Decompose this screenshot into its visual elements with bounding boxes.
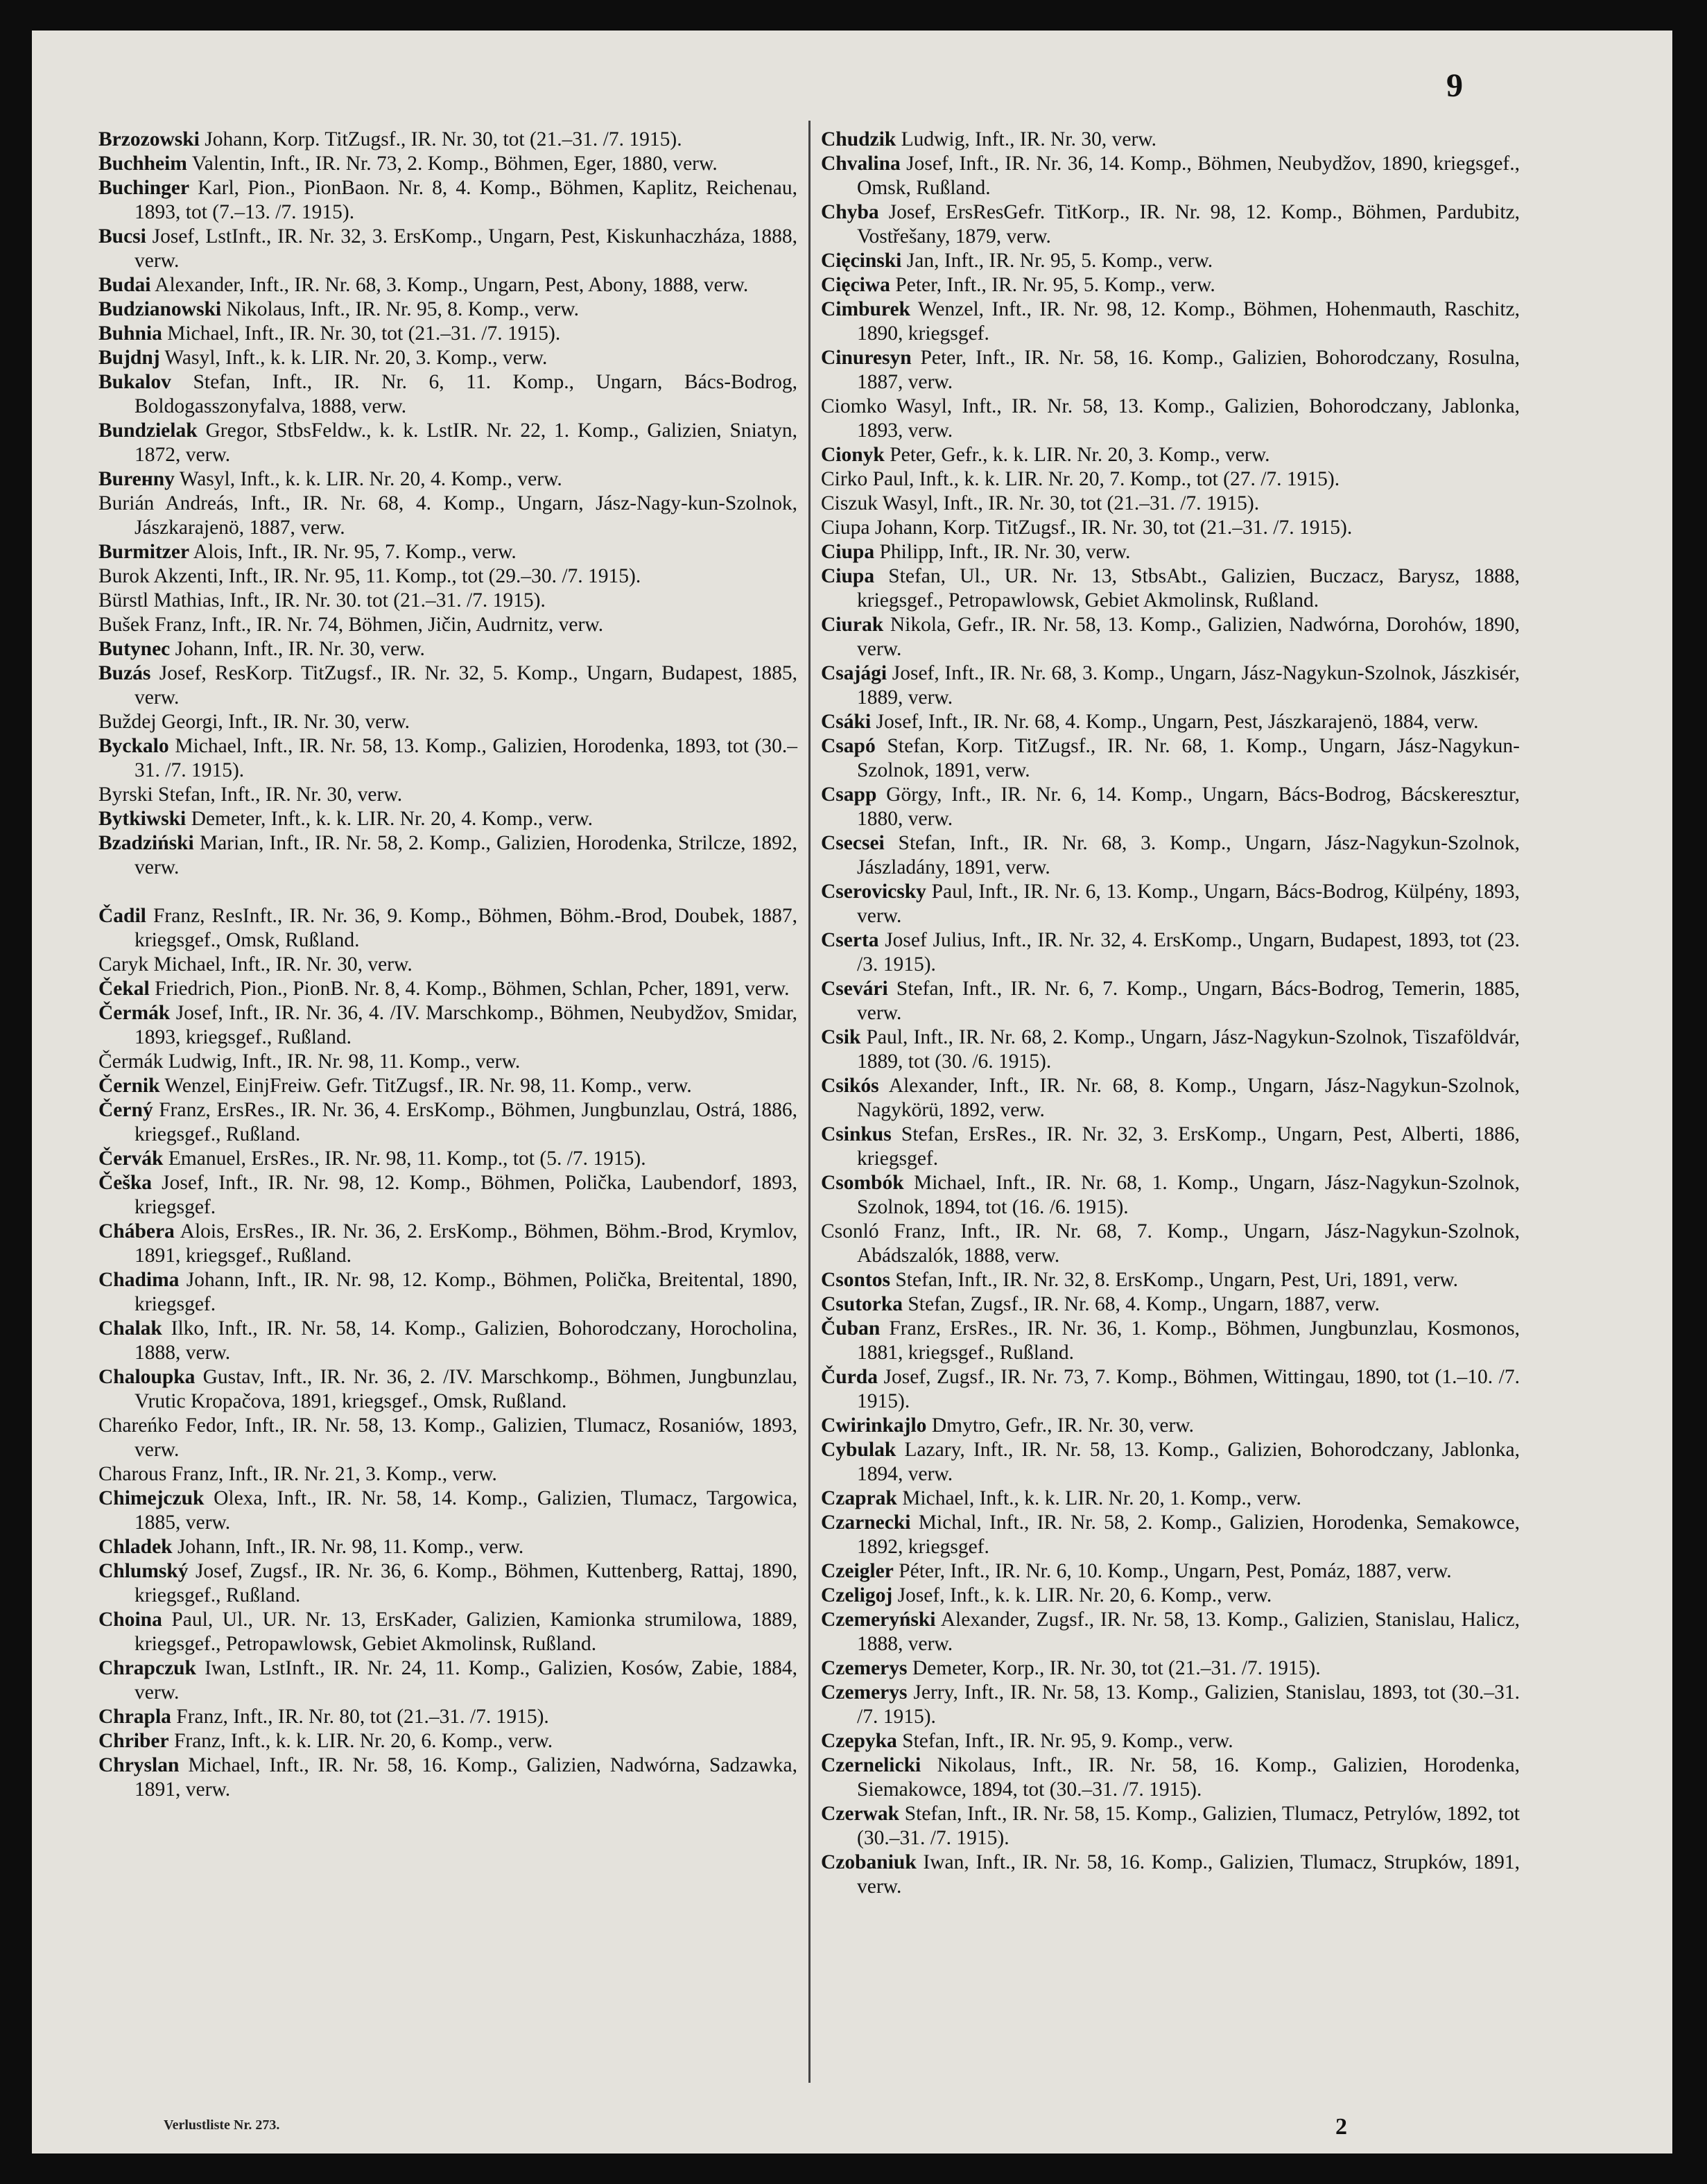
- casualty-entry: [821, 710, 1520, 734]
- casualty-entry: [821, 297, 1520, 346]
- entry-surname: Chaloupka: [98, 1366, 196, 1388]
- entry-details: Iwan, Inft., IR. Nr. 58, 16. Komp., Galizien, Tlumacz, Strupków, 1891, verw.: [857, 1851, 1520, 1898]
- casualty-entry: [821, 128, 1520, 152]
- entry-details: Chareńko Fedor, Inft., IR. Nr. 58, 13. Komp., Galizien, Tlumacz, Rosaniów, 1893, verw.: [98, 1414, 797, 1461]
- casualty-entry: [821, 200, 1520, 249]
- casualty-entry: [98, 297, 797, 322]
- entry-details: Michael, Inft., IR. Nr. 30, tot (21.–31. /7. 1915).: [162, 322, 561, 345]
- entry-surname: Červák: [98, 1147, 164, 1170]
- entry-details: Michal, Inft., IR. Nr. 58, 2. Komp., Galizien, Horodenka, Semakowce, 1892, kriegsgef.: [857, 1511, 1520, 1558]
- casualty-entry: [98, 128, 797, 152]
- casualty-entry: [821, 395, 1520, 443]
- entry-details: Ilko, Inft., IR. Nr. 58, 14. Komp., Galizien, Bohorodczany, Horocholina, 1888, verw.: [135, 1317, 797, 1364]
- casualty-entry: [821, 977, 1520, 1025]
- entry-surname: Čurda: [821, 1366, 878, 1388]
- entry-details: Wasyl, Inft., k. k. LIR. Nr. 20, 3. Komp., verw.: [159, 347, 548, 369]
- entry-surname: Bujdnj: [98, 347, 160, 369]
- casualty-entry: [98, 1147, 797, 1171]
- entry-details: Stefan, Zugsf., IR. Nr. 68, 4. Komp., Ungarn, 1887, verw.: [903, 1293, 1380, 1315]
- entry-details: Lazary, Inft., IR. Nr. 58, 13. Komp., Galizien, Bohorodczany, Jablonka, 1894, verw.: [857, 1439, 1520, 1485]
- entry-surname: Czemerys: [821, 1657, 908, 1679]
- entry-surname: Csevári: [821, 978, 888, 1000]
- entry-surname: Cięcinski: [821, 250, 902, 272]
- entry-details: Buždej Georgi, Inft., IR. Nr. 30, verw.: [98, 711, 410, 733]
- left-column: [98, 128, 797, 1802]
- casualty-entry: [98, 661, 797, 710]
- entry-details: Caryk Michael, Inft., IR. Nr. 30, verw.: [98, 953, 413, 976]
- entry-details: Jan, Inft., IR. Nr. 95, 5. Komp., verw.: [901, 250, 1213, 272]
- entry-surname: Buchheim: [98, 153, 187, 175]
- entry-surname: Budai: [98, 274, 151, 296]
- casualty-entry: [821, 152, 1520, 200]
- entry-surname: Chalak: [98, 1317, 162, 1340]
- casualty-entry: [821, 1171, 1520, 1220]
- entry-surname: Buzás: [98, 662, 151, 684]
- entry-details: Gustav, Inft., IR. Nr. 36, 2. /IV. Marschkomp., Böhmen, Jungbunzlau, Vrutic Kropačova, 1891, kriegsgef., Omsk, Rußland.: [135, 1366, 797, 1412]
- entry-details: Michael, Inft., IR. Nr. 68, 1. Komp., Ungarn, Jász-Nagykun-Szolnok, Szolnok, 1894, tot (16. /6. 1915).: [857, 1172, 1520, 1218]
- casualty-entry: [821, 1681, 1520, 1729]
- entry-surname: Choina: [98, 1609, 162, 1631]
- entry-details: Paul, Inft., IR. Nr. 68, 2. Komp., Ungarn, Jász-Nagykun-Szolnok, Tiszaföldvár, 1889, tot (30. /6. 1915).: [857, 1026, 1520, 1073]
- casualty-entry: [821, 467, 1520, 492]
- casualty-entry: [98, 1705, 797, 1729]
- entry-surname: Chudzik: [821, 128, 896, 150]
- entry-surname: Cserovicsky: [821, 881, 926, 903]
- entry-details: Burok Akzenti, Inft., IR. Nr. 95, 11. Komp., tot (29.–30. /7. 1915).: [98, 565, 641, 587]
- casualty-entry: [98, 1729, 797, 1753]
- entry-surname: Cybulak: [821, 1439, 896, 1461]
- entry-surname: Czerwak: [821, 1803, 900, 1825]
- entry-surname: Buhnia: [98, 322, 162, 345]
- casualty-entry: [821, 273, 1520, 297]
- entry-details: Peter, Gefr., k. k. LIR. Nr. 20, 3. Komp., verw.: [884, 444, 1270, 466]
- entry-details: Stefan, Inft., IR. Nr. 58, 15. Komp., Galizien, Tlumacz, Petrylów, 1892, tot (30.–31. /7. 1915).: [857, 1803, 1520, 1849]
- casualty-entry: [98, 1317, 797, 1365]
- casualty-entry: [98, 540, 797, 564]
- entry-surname: Czarnecki: [821, 1511, 911, 1534]
- casualty-entry: [821, 1025, 1520, 1074]
- casualty-entry: [821, 661, 1520, 710]
- casualty-entry: [821, 1414, 1520, 1438]
- casualty-entry: [98, 322, 797, 346]
- casualty-entry: [821, 734, 1520, 783]
- entry-details: Josef, ErsResGefr. TitKorp., IR. Nr. 98, 12. Komp., Böhmen, Pardubitz, Vostřešany, 1879, verw.: [857, 201, 1520, 248]
- entry-surname: Černý: [98, 1099, 153, 1121]
- casualty-entry: [821, 1123, 1520, 1171]
- casualty-entry: [98, 467, 797, 492]
- entry-surname: Csik: [821, 1026, 861, 1048]
- casualty-entry: [98, 1535, 797, 1559]
- entry-details: Stefan, Inft., IR. Nr. 32, 8. ErsKomp., Ungarn, Pest, Uri, 1891, verw.: [890, 1269, 1459, 1291]
- entry-details: Wenzel, Inft., IR. Nr. 98, 12. Komp., Böhmen, Hohenmauth, Raschitz, 1890, kriegsgef.: [857, 298, 1520, 345]
- casualty-entry: [821, 1851, 1520, 1899]
- entry-details: Alois, ErsRes., IR. Nr. 36, 2. ErsKomp., Böhmen, Böhm.-Brod, Krymlov, 1891, kriegsgef., Rußland.: [135, 1220, 797, 1267]
- entry-details: Marian, Inft., IR. Nr. 58, 2. Komp., Galizien, Horodenka, Strilcze, 1892, verw.: [135, 832, 797, 878]
- entry-details: Friedrich, Pion., PionB. Nr. 8, 4. Komp., Böhmen, Schlan, Pcher, 1891, verw.: [149, 978, 790, 1000]
- entry-details: Stefan, Inft., IR. Nr. 6, 7. Komp., Ungarn, Bács-Bodrog, Temerin, 1885, verw.: [857, 978, 1520, 1024]
- casualty-entry: [98, 977, 797, 1001]
- entry-details: Stefan, Ul., UR. Nr. 13, StbsAbt., Galizien, Buczacz, Barysz, 1888, kriegsgef., Petropawlowsk, Gebiet Akmolinsk, Rußland.: [857, 565, 1520, 612]
- entry-surname: Butynec: [98, 638, 171, 660]
- casualty-entry: [821, 928, 1520, 977]
- entry-details: Demeter, Inft., k. k. LIR. Nr. 20, 4. Komp., verw.: [186, 808, 593, 830]
- casualty-entry: [821, 1753, 1520, 1802]
- entry-details: Wasyl, Inft., k. k. LIR. Nr. 20, 4. Komp., verw.: [174, 468, 562, 490]
- entry-details: Nikolaus, Inft., IR. Nr. 58, 16. Komp., Galizien, Horodenka, Siemakowce, 1894, tot (30.–31. /7. 1915).: [857, 1754, 1520, 1801]
- entry-details: Iwan, LstInft., IR. Nr. 24, 11. Komp., Galizien, Kosów, Zabie, 1884, verw.: [135, 1657, 797, 1704]
- casualty-entry: [98, 637, 797, 661]
- entry-surname: Burmitzer: [98, 541, 190, 563]
- casualty-entry: [821, 1729, 1520, 1753]
- entry-surname: Bytkiwski: [98, 808, 187, 830]
- entry-details: Ciupa Johann, Korp. TitZugsf., IR. Nr. 30, tot (21.–31. /7. 1915).: [821, 517, 1353, 539]
- footer-note: Verlustliste Nr. 273.: [164, 2117, 280, 2133]
- casualty-entry: [821, 831, 1520, 880]
- entry-surname: Cserta: [821, 929, 879, 951]
- casualty-entry: [821, 1511, 1520, 1559]
- casualty-entry: [821, 564, 1520, 613]
- signature-mark: 2: [1335, 2114, 1347, 2140]
- casualty-entry: [821, 249, 1520, 273]
- casualty-entry: [821, 783, 1520, 831]
- entry-surname: Byckalo: [98, 735, 169, 757]
- entry-surname: Bundzielak: [98, 419, 198, 442]
- entry-surname: Csajági: [821, 662, 887, 684]
- entry-surname: Czemerys: [821, 1681, 908, 1704]
- casualty-entry: [98, 1462, 797, 1487]
- entry-surname: Csapó: [821, 735, 876, 757]
- entry-details: Ciomko Wasyl, Inft., IR. Nr. 58, 13. Komp., Galizien, Bohorodczany, Jablonka, 1893, verw.: [821, 395, 1520, 442]
- casualty-entry: [98, 831, 797, 880]
- casualty-entry: [821, 1584, 1520, 1608]
- entry-details: Nikola, Gefr., IR. Nr. 58, 13. Komp., Galizien, Nadwórna, Dorohów, 1890, verw.: [857, 614, 1520, 660]
- casualty-entry: [821, 1802, 1520, 1851]
- casualty-entry: [98, 1098, 797, 1147]
- entry-surname: Bureнny: [98, 468, 175, 490]
- casualty-entry: [821, 1268, 1520, 1292]
- casualty-entry: [98, 589, 797, 613]
- entry-details: Peter, Inft., IR. Nr. 95, 5. Komp., verw.: [890, 274, 1215, 296]
- entry-details: Cirko Paul, Inft., k. k. LIR. Nr. 20, 7. Komp., tot (27. /7. 1915).: [821, 468, 1340, 490]
- casualty-entry: [98, 1074, 797, 1098]
- casualty-entry: [98, 273, 797, 297]
- entry-details: Görgy, Inft., IR. Nr. 6, 14. Komp., Ungarn, Bács-Bodrog, Bácskeresztur, 1880, verw.: [857, 783, 1520, 830]
- entry-surname: Czeligoj: [821, 1584, 893, 1606]
- entry-surname: Ciupa: [821, 541, 875, 563]
- entry-surname: Chimejczuk: [98, 1487, 205, 1509]
- entry-details: Josef Julius, Inft., IR. Nr. 32, 4. ErsKomp., Ungarn, Budapest, 1893, tot (23. /3. 1915).: [857, 929, 1520, 976]
- entry-details: Paul, Ul., UR. Nr. 13, ErsKader, Galizien, Kamionka strumilowa, 1889, kriegsgef., Petropawlowsk, Gebiet Akmolinsk, Rußland.: [135, 1609, 797, 1655]
- entry-details: Paul, Inft., IR. Nr. 6, 13. Komp., Ungarn, Bács-Bodrog, Külpény, 1893, verw.: [857, 881, 1520, 927]
- entry-surname: Chrapla: [98, 1706, 171, 1728]
- entry-details: Franz, ResInft., IR. Nr. 36, 9. Komp., Böhmen, Böhm.-Brod, Doubek, 1887, kriegsgef., Omsk, Rußland.: [135, 905, 797, 951]
- entry-details: Johann, Inft., IR. Nr. 98, 12. Komp., Böhmen, Polička, Breitental, 1890, kriegsgef.: [135, 1269, 797, 1315]
- casualty-entry: [98, 1268, 797, 1317]
- entry-details: Gregor, StbsFeldw., k. k. LstIR. Nr. 22, 1. Komp., Galizien, Sniatyn, 1872, verw.: [135, 419, 797, 466]
- entry-details: Josef, ResKorp. TitZugsf., IR. Nr. 32, 5. Komp., Ungarn, Budapest, 1885, verw.: [135, 662, 797, 709]
- entry-surname: Chadima: [98, 1269, 180, 1291]
- entry-details: Johann, Inft., IR. Nr. 30, verw.: [170, 638, 425, 660]
- casualty-entry: [821, 492, 1520, 516]
- casualty-entry: [821, 516, 1520, 540]
- entry-details: Johann, Korp. TitZugsf., IR. Nr. 30, tot (21.–31. /7. 1915).: [199, 128, 682, 150]
- casualty-entry: [821, 1608, 1520, 1656]
- entry-surname: Chyba: [821, 201, 879, 223]
- casualty-entry: [98, 419, 797, 467]
- entry-surname: Czernelicki: [821, 1754, 921, 1776]
- entry-surname: Chlumský: [98, 1560, 189, 1582]
- casualty-entry: [98, 564, 797, 589]
- entry-details: Michael, Inft., IR. Nr. 58, 13. Komp., Galizien, Horodenka, 1893, tot (30.–31. /7. 1915).: [135, 735, 797, 781]
- casualty-entry: [98, 1559, 797, 1608]
- casualty-entry: [821, 540, 1520, 564]
- entry-surname: Czaprak: [821, 1487, 897, 1509]
- entry-details: Alois, Inft., IR. Nr. 95, 7. Komp., verw.: [189, 541, 517, 563]
- casualty-entry: [821, 1074, 1520, 1123]
- entry-surname: Brzozowski: [98, 128, 200, 150]
- casualty-entry: [821, 443, 1520, 467]
- casualty-entry: [821, 1438, 1520, 1487]
- casualty-entry: [98, 953, 797, 977]
- entry-surname: Cięciwa: [821, 274, 890, 296]
- entry-surname: Czobaniuk: [821, 1851, 917, 1873]
- document-page: [32, 31, 1672, 2153]
- entry-surname: Chábera: [98, 1220, 175, 1242]
- casualty-entry: [98, 492, 797, 540]
- right-column: [821, 128, 1520, 1899]
- entry-details: Josef, Inft., IR. Nr. 98, 12. Komp., Böhmen, Polička, Laubendorf, 1893, kriegsgef.: [135, 1172, 797, 1218]
- entry-details: Michael, Inft., k. k. LIR. Nr. 20, 1. Komp., verw.: [896, 1487, 1301, 1509]
- entry-details: Alexander, Zugsf., IR. Nr. 58, 13. Komp., Galizien, Stanislau, Halicz, 1888, verw.: [857, 1609, 1520, 1655]
- casualty-entry: [98, 225, 797, 273]
- casualty-entry: [98, 1414, 797, 1462]
- entry-surname: Czepyka: [821, 1730, 897, 1752]
- casualty-entry: [98, 176, 797, 225]
- casualty-entry: [98, 710, 797, 734]
- entry-details: Bušek Franz, Inft., IR. Nr. 74, Böhmen, Jičin, Audrnitz, verw.: [98, 614, 604, 636]
- entry-details: Josef, Inft., IR. Nr. 68, 4. Komp., Ungarn, Pest, Jászkarajenö, 1884, verw.: [871, 711, 1479, 733]
- casualty-entry: [821, 1656, 1520, 1681]
- entry-surname: Chvalina: [821, 153, 901, 175]
- casualty-entry: [98, 346, 797, 370]
- entry-details: Franz, ErsRes., IR. Nr. 36, 1. Komp., Böhmen, Jungbunzlau, Kosmonos, 1881, kriegsgef., Rußland.: [857, 1317, 1520, 1364]
- entry-surname: Chladek: [98, 1536, 173, 1558]
- casualty-entry: [821, 1559, 1520, 1584]
- column-divider: [808, 121, 811, 2083]
- entry-details: Josef, Zugsf., IR. Nr. 73, 7. Komp., Böhmen, Wittingau, 1890, tot (1.–10. /7. 1915).: [857, 1366, 1520, 1412]
- entry-details: Franz, Inft., IR. Nr. 80, tot (21.–31. /7. 1915).: [171, 1706, 549, 1728]
- entry-surname: Buchinger: [98, 177, 190, 199]
- casualty-entry: [98, 1656, 797, 1705]
- entry-surname: Chrapczuk: [98, 1657, 196, 1679]
- casualty-entry: [821, 1292, 1520, 1317]
- entry-details: Péter, Inft., IR. Nr. 6, 10. Komp., Ungarn, Pest, Pomáz, 1887, verw.: [893, 1560, 1452, 1582]
- entry-details: Stefan, Korp. TitZugsf., IR. Nr. 68, 1. Komp., Ungarn, Jász-Nagykun-Szolnok, 1891, verw.: [857, 735, 1520, 781]
- casualty-entry: [98, 613, 797, 637]
- casualty-entry: [98, 783, 797, 807]
- entry-details: Alexander, Inft., IR. Nr. 68, 3. Komp., Ungarn, Pest, Abony, 1888, verw.: [150, 274, 749, 296]
- entry-surname: Čekal: [98, 978, 150, 1000]
- entry-surname: Ciurak: [821, 614, 884, 636]
- entry-surname: Čermák: [98, 1002, 171, 1024]
- entry-surname: Cwirinkajlo: [821, 1414, 927, 1437]
- entry-details: Josef, Inft., IR. Nr. 68, 3. Komp., Ungarn, Jász-Nagykun-Szolnok, Jászkisér, 1889, verw.: [857, 662, 1520, 709]
- entry-details: Alexander, Inft., IR. Nr. 68, 8. Komp., Ungarn, Jász-Nagykun-Szolnok, Nagykörü, 1892, verw.: [857, 1075, 1520, 1121]
- entry-details: Karl, Pion., PionBaon. Nr. 8, 4. Komp., Böhmen, Kaplitz, Reichenau, 1893, tot (7.–13. /7. 1915).: [135, 177, 797, 223]
- entry-details: Stefan, Inft., IR. Nr. 6, 11. Komp., Ungarn, Bács-Bodrog, Boldogasszonyfalva, 1888, verw.: [135, 371, 797, 417]
- casualty-entry: [98, 370, 797, 419]
- casualty-entry: [821, 613, 1520, 661]
- entry-details: Peter, Inft., IR. Nr. 58, 16. Komp., Galizien, Bohorodczany, Rosulna, 1887, verw.: [857, 347, 1520, 393]
- casualty-entry: [98, 807, 797, 831]
- casualty-entry: [821, 1220, 1520, 1268]
- casualty-entry: [98, 904, 797, 953]
- entry-surname: Budzianowski: [98, 298, 222, 320]
- casualty-entry: [821, 1487, 1520, 1511]
- entry-details: Ciszuk Wasyl, Inft., IR. Nr. 30, tot (21.–31. /7. 1915).: [821, 492, 1260, 514]
- casualty-entry: [98, 1365, 797, 1414]
- casualty-entry: [98, 1001, 797, 1050]
- entry-details: Josef, Inft., IR. Nr. 36, 14. Komp., Böhmen, Neubydžov, 1890, kriegsgef., Omsk, Rußland.: [857, 153, 1520, 199]
- entry-surname: Chriber: [98, 1730, 169, 1752]
- entry-details: Ludwig, Inft., IR. Nr. 30, verw.: [896, 128, 1157, 150]
- entry-surname: Ciupa: [821, 565, 875, 587]
- entry-details: Olexa, Inft., IR. Nr. 58, 14. Komp., Galizien, Tlumacz, Targowica, 1885, verw.: [135, 1487, 797, 1534]
- entry-details: Burián Andreás, Inft., IR. Nr. 68, 4. Komp., Ungarn, Jász-Nagy-kun-Szolnok, Jászkarajenö, 1887, verw.: [98, 492, 797, 539]
- casualty-entry: [821, 346, 1520, 395]
- entry-surname: Cimburek: [821, 298, 910, 320]
- casualty-entry: [98, 1220, 797, 1268]
- entry-surname: Czeigler: [821, 1560, 894, 1582]
- entry-surname: Csutorka: [821, 1293, 903, 1315]
- casualty-entry: [98, 734, 797, 783]
- entry-surname: Chryslan: [98, 1754, 180, 1776]
- entry-surname: Csontos: [821, 1269, 890, 1291]
- entry-details: Johann, Inft., IR. Nr. 98, 11. Komp., verw.: [172, 1536, 524, 1558]
- entry-details: Csonló Franz, Inft., IR. Nr. 68, 7. Komp., Ungarn, Jász-Nagykun-Szolnok, Abádszalók, 1888, verw.: [821, 1220, 1520, 1267]
- entry-details: Josef, Zugsf., IR. Nr. 36, 6. Komp., Böhmen, Kuttenberg, Rattaj, 1890, kriegsgef., Rußland.: [135, 1560, 797, 1606]
- entry-surname: Čuban: [821, 1317, 881, 1340]
- entry-surname: Csombók: [821, 1172, 904, 1194]
- casualty-entry: [821, 1365, 1520, 1414]
- entry-surname: Češka: [98, 1172, 153, 1194]
- entry-details: Josef, LstInft., IR. Nr. 32, 3. ErsKomp., Ungarn, Pest, Kiskunhaczháza, 1888, verw.: [135, 225, 797, 272]
- entry-details: Dmytro, Gefr., IR. Nr. 30, verw.: [926, 1414, 1195, 1437]
- entry-details: Demeter, Korp., IR. Nr. 30, tot (21.–31. /7. 1915).: [907, 1657, 1321, 1679]
- entry-details: Jerry, Inft., IR. Nr. 58, 13. Komp., Galizien, Stanislau, 1893, tot (30.–31. /7. 1915).: [857, 1681, 1520, 1728]
- entry-surname: Bzadziński: [98, 832, 194, 854]
- entry-surname: Bucsi: [98, 225, 146, 248]
- casualty-entry: [821, 1317, 1520, 1365]
- entry-details: Stefan, Inft., IR. Nr. 95, 9. Komp., verw.: [896, 1730, 1233, 1752]
- entry-details: Michael, Inft., IR. Nr. 58, 16. Komp., Galizien, Nadwórna, Sadzawka, 1891, verw.: [135, 1754, 797, 1801]
- entry-details: Josef, Inft., k. k. LIR. Nr. 20, 6. Komp., verw.: [892, 1584, 1272, 1606]
- entry-details: Franz, Inft., k. k. LIR. Nr. 20, 6. Komp., verw.: [168, 1730, 553, 1752]
- entry-surname: Csinkus: [821, 1123, 892, 1145]
- entry-surname: Cinuresyn: [821, 347, 912, 369]
- casualty-entry: [98, 1608, 797, 1656]
- entry-details: Philipp, Inft., IR. Nr. 30, verw.: [874, 541, 1131, 563]
- entry-details: Čermák Ludwig, Inft., IR. Nr. 98, 11. Komp., verw.: [98, 1050, 521, 1073]
- entry-surname: Csecsei: [821, 832, 885, 854]
- entry-details: Josef, Inft., IR. Nr. 36, 4. /IV. Marschkomp., Böhmen, Neubydžov, Smidar, 1893, kriegsgef., Rußland.: [135, 1002, 797, 1048]
- casualty-entry: [98, 1050, 797, 1074]
- entry-details: Byrski Stefan, Inft., IR. Nr. 30, verw.: [98, 783, 403, 806]
- entry-surname: Černik: [98, 1075, 160, 1097]
- entry-surname: Csikós: [821, 1075, 879, 1097]
- entry-details: Nikolaus, Inft., IR. Nr. 95, 8. Komp., verw.: [221, 298, 579, 320]
- section-gap: [98, 880, 797, 904]
- casualty-entry: [98, 1171, 797, 1220]
- entry-surname: Csapp: [821, 783, 877, 806]
- page-number: 9: [1446, 67, 1463, 104]
- entry-surname: Czemeryński: [821, 1609, 936, 1631]
- entry-surname: Csáki: [821, 711, 872, 733]
- entry-details: Charous Franz, Inft., IR. Nr. 21, 3. Komp., verw.: [98, 1463, 497, 1485]
- casualty-entry: [98, 152, 797, 176]
- casualty-entry: [821, 880, 1520, 928]
- entry-details: Franz, ErsRes., IR. Nr. 36, 4. ErsKomp., Böhmen, Jungbunzlau, Ostrá, 1886, kriegsgef., Rußland.: [135, 1099, 797, 1145]
- entry-details: Stefan, ErsRes., IR. Nr. 32, 3. ErsKomp., Ungarn, Pest, Alberti, 1886, kriegsgef.: [857, 1123, 1520, 1170]
- entry-details: Valentin, Inft., IR. Nr. 73, 2. Komp., Böhmen, Eger, 1880, verw.: [187, 153, 718, 175]
- casualty-entry: [98, 1753, 797, 1802]
- entry-surname: Cionyk: [821, 444, 885, 466]
- entry-surname: Čadil: [98, 905, 146, 927]
- entry-details: Emanuel, ErsRes., IR. Nr. 98, 11. Komp., tot (5. /7. 1915).: [163, 1147, 646, 1170]
- entry-surname: Bukalov: [98, 371, 171, 393]
- entry-details: Stefan, Inft., IR. Nr. 68, 3. Komp., Ungarn, Jász-Nagykun-Szolnok, Jászladány, 1891, verw.: [857, 832, 1520, 878]
- entry-details: Bürstl Mathias, Inft., IR. Nr. 30. tot (21.–31. /7. 1915).: [98, 589, 546, 612]
- entry-details: Wenzel, EinjFreiw. Gefr. TitZugsf., IR. Nr. 98, 11. Komp., verw.: [159, 1075, 692, 1097]
- casualty-entry: [98, 1487, 797, 1535]
